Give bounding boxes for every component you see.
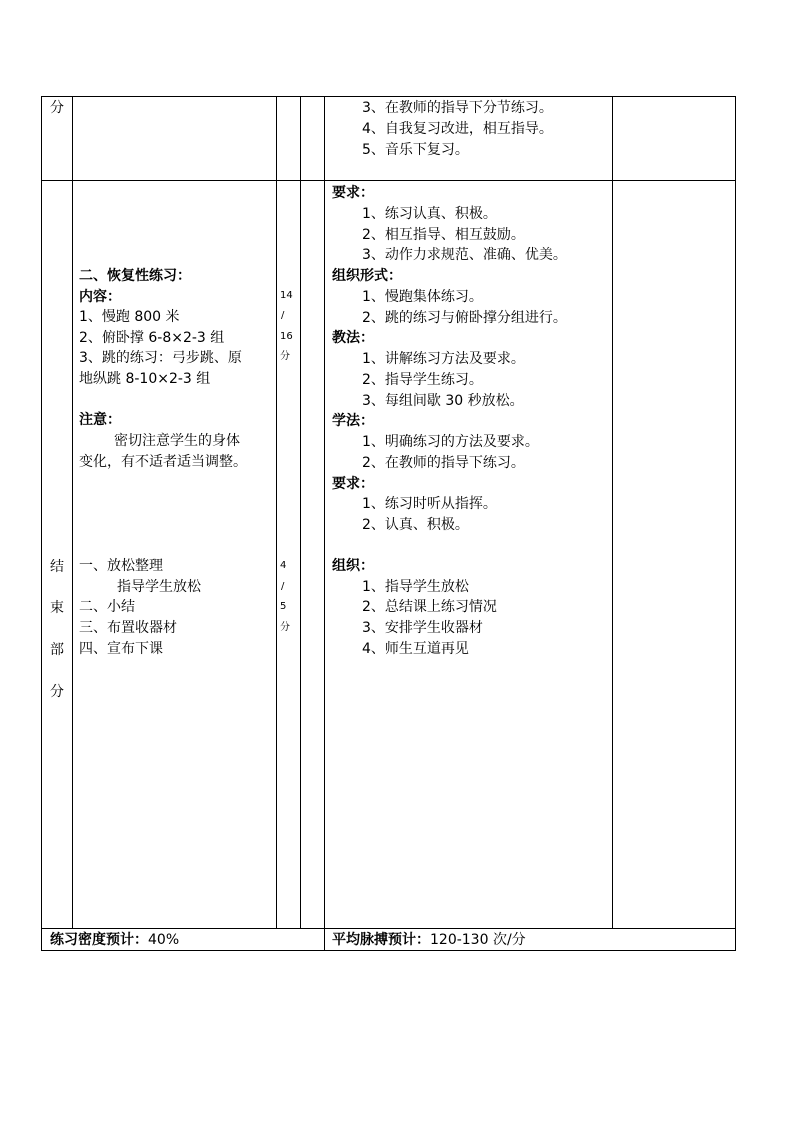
time-part: 5 [280,601,287,612]
table-bottom-border [41,950,736,951]
content-item: 2、俯卧撑 6-8×2-3 组 [79,330,225,346]
note-line: 变化，有不适者适当调整。 [79,454,247,470]
practice-line: 3、在教师的指导下分节练习。 [362,100,553,116]
col-divider-content [72,96,73,928]
time-part: 4 [280,560,287,571]
section-char: 束 [50,600,64,616]
time-part: / [281,581,285,592]
ending-item: 一、放松整理 [79,558,163,574]
section-char: 结 [50,559,64,575]
time-part: 分 [280,622,290,633]
pulse-label: 平均脉搏预计： [332,932,430,948]
ending-item: 三、布置收器材 [79,620,177,636]
section-char: 部 [50,642,64,658]
org-line: 3、每组间歇 30 秒放松。 [362,393,524,409]
practice-line: 5、音乐下复习。 [362,142,469,158]
ending-item: 二、小结 [79,599,135,615]
table-right-border [735,96,736,951]
org-heading: 学法： [332,413,374,429]
footer-top-border [41,928,736,929]
content-item: 地纵跳 8-10×2-3 组 [79,371,211,387]
ending-item: 四、宣布下课 [79,641,163,657]
org-line: 1、讲解练习方法及要求。 [362,351,525,367]
org-heading: 要求： [332,476,374,492]
organization-item: 2、总结课上练习情况 [362,599,497,615]
density-estimate [50,930,179,950]
org-line: 2、在教师的指导下练习。 [362,455,525,471]
col-divider-count [300,96,301,928]
col-divider-time [276,96,277,928]
density-value: 40% [148,932,180,948]
org-heading: 要求： [332,185,374,201]
content-item: 1、慢跑 800 米 [79,309,180,325]
content-label: 内容： [79,289,121,305]
note-label: 注意： [79,412,121,428]
note-line: 密切注意学生的身体 [114,433,240,449]
time-part: 14 [280,290,293,301]
table-left-border [41,96,42,951]
org-heading: 组织形式： [332,268,402,284]
org-line: 1、练习时听从指挥。 [362,496,497,512]
organization-item: 1、指导学生放松 [362,579,469,595]
org-line: 2、认真、积极。 [362,517,469,533]
table-top-border [41,96,736,97]
pulse-value: 120-130 次/分 [430,932,526,948]
ending-item: 指导学生放松 [117,579,201,595]
col-divider-org [324,96,325,951]
pulse-estimate [332,930,526,950]
time-part: 分 [280,351,290,362]
time-part: / [281,310,285,321]
practice-line: 4、自我复习改进，相互指导。 [362,121,553,137]
org-line: 2、指导学生练习。 [362,372,483,388]
org-line: 1、慢跑集体练习。 [362,289,483,305]
row-divider [41,180,736,181]
org-line: 1、练习认真、积极。 [362,206,497,222]
content-title: 二、恢复性练习： [79,268,191,284]
org-heading: 教法： [332,330,374,346]
section-char: 分 [50,684,64,700]
org-line: 1、明确练习的方法及要求。 [362,434,539,450]
content-item: 3、跳的练习：弓步跳、原 [79,350,242,366]
time-part: 16 [280,331,293,342]
org-line: 3、动作力求规范、准确、优美。 [362,247,567,263]
org-line: 2、跳的练习与俯卧撑分组进行。 [362,310,567,326]
organization-item: 4、师生互道再见 [362,641,469,657]
section-label-top: 分 [50,100,64,116]
density-label: 练习密度预计： [50,932,148,948]
org-line: 2、相互指导、相互鼓励。 [362,227,525,243]
organization-item: 3、安排学生收器材 [362,620,483,636]
organization-label: 组织： [332,558,374,574]
col-divider-remarks [612,96,613,928]
